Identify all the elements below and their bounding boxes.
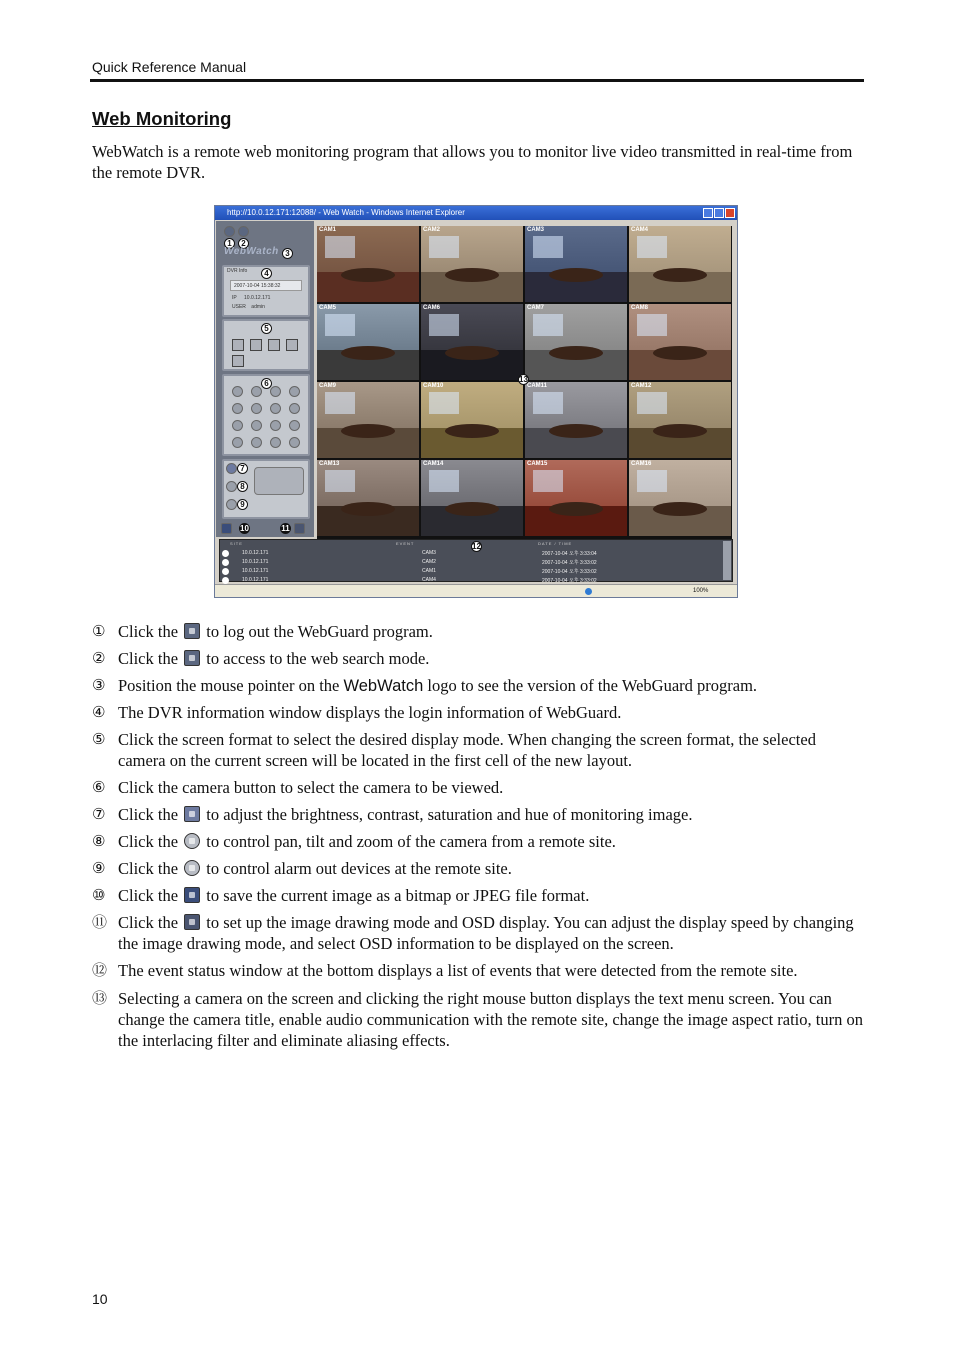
list-item-text (118, 804, 864, 825)
zoom-level: 100% (693, 588, 709, 594)
event-datetime: 2007-10-04 오후 3:33:02 (542, 569, 597, 575)
callout-6: 6 (261, 378, 272, 389)
list-item-text (118, 648, 864, 669)
camera-label: CAM8 (631, 305, 649, 311)
event-site: 10.0.12.171 (242, 559, 269, 565)
maximize-icon (714, 208, 724, 218)
webwatch-screenshot (214, 205, 738, 598)
list-item-text (118, 885, 864, 906)
layout-3x3-button (268, 339, 280, 351)
list-item-text: Click the camera button to select the camera to be viewed. (118, 778, 504, 797)
webwatch-logo-text: WebWatch (343, 677, 424, 695)
camera-scene-window (325, 236, 355, 258)
camera-label: CAM5 (319, 305, 337, 311)
camera-view-7[interactable] (525, 304, 627, 380)
camera-scene-window (533, 392, 563, 414)
callout-13: 13 (519, 375, 528, 384)
page-number: 10 (92, 1291, 108, 1307)
list-item-number: ③ (92, 676, 106, 694)
camera-label: CAM4 (631, 227, 649, 233)
camera-view-14[interactable] (421, 460, 523, 536)
list-text-before: Click the (118, 805, 183, 824)
list-item-number: ⑩ (92, 886, 106, 904)
camera-button-10 (251, 420, 262, 431)
camera-scene-table (653, 502, 707, 516)
callout-1: 1 (224, 238, 235, 249)
event-col-site: SITE (230, 541, 243, 546)
list-text-after: to control alarm out devices at the remote site. (202, 859, 512, 878)
layout-1x1-button (232, 339, 244, 351)
camera-scene-table (445, 268, 499, 282)
minimize-icon (703, 208, 713, 218)
camera-scene-window (533, 236, 563, 258)
callout-12: 12 (472, 542, 481, 551)
intro-paragraph: WebWatch is a remote web monitoring program that allows you to monitor live video transmitted in real-time from the remote DVR. (92, 142, 853, 182)
running-header: Quick Reference Manual (92, 59, 247, 75)
camera-view-12[interactable] (629, 382, 731, 458)
list-item-text: Selecting a camera on the screen and clicking the right mouse button displays the text menu screen. You can change the camera title, enable audio communication with the remote site, change the image aspect ratio, turn on the interlacing filter and eliminate aliasing effects. (118, 989, 863, 1050)
camera-scene-table (341, 346, 395, 360)
event-scrollbar (723, 541, 731, 580)
dvr-ip-row (232, 295, 270, 301)
camera-scene-window (637, 470, 667, 492)
list-item-number: ⑬ (92, 989, 108, 1007)
camera-label: CAM3 (527, 227, 545, 233)
list-item-number: ⑦ (92, 805, 106, 823)
camera-button-15 (270, 437, 281, 448)
event-datetime: 2007-10-04 오후 3:33:04 (542, 551, 597, 557)
color-adjust-icon (226, 463, 237, 474)
camera-buttons-box (222, 374, 310, 456)
event-row[interactable] (220, 558, 722, 567)
list-item-text (118, 912, 864, 954)
camera-button-16 (289, 437, 300, 448)
camera-view-5[interactable] (317, 304, 419, 380)
dvr-ip: 10.0.12.171 (244, 295, 271, 301)
webwatch-logo: WebWatch (224, 246, 279, 257)
event-event: CAM3 (422, 550, 436, 556)
list-item-text (118, 621, 864, 642)
event-status-icon (222, 568, 229, 575)
camera-scene-table (549, 268, 603, 282)
camera-scene-window (429, 392, 459, 414)
event-datetime: 2007-10-04 오후 3:33:02 (542, 560, 597, 566)
camera-scene-table (341, 502, 395, 516)
camera-view-13[interactable] (317, 460, 419, 536)
camera-scene-table (653, 424, 707, 438)
save-image-icon (221, 523, 232, 534)
browser-titlebar (215, 206, 737, 220)
layout-4x4-button (286, 339, 298, 351)
event-site: 10.0.12.171 (242, 568, 269, 574)
alarm-out-icon (226, 499, 237, 510)
camera-button-7 (270, 403, 281, 414)
camera-button-14 (251, 437, 262, 448)
camera-view-15[interactable] (525, 460, 627, 536)
camera-scene-table (445, 424, 499, 438)
event-row[interactable] (220, 567, 722, 576)
close-icon (725, 208, 735, 218)
camera-scene-table (549, 424, 603, 438)
list-text-before: Click the (118, 886, 183, 905)
event-datetime: 2007-10-04 오후 3:33:02 (542, 578, 597, 584)
callout-2: 2 (238, 238, 249, 249)
camera-label: CAM10 (423, 383, 444, 389)
camera-button-6 (251, 403, 262, 414)
camera-label: CAM1 (319, 227, 337, 233)
camera-label: CAM15 (527, 461, 548, 467)
camera-scene-table (341, 268, 395, 282)
camera-label: CAM13 (319, 461, 340, 467)
list-item-text (118, 675, 864, 697)
camera-scene-window (637, 392, 667, 414)
camera-label: CAM6 (423, 305, 441, 311)
list-text-before: Click the (118, 859, 183, 878)
event-row[interactable] (220, 549, 722, 558)
search-icon (184, 650, 200, 666)
list-text-before: Click the (118, 649, 183, 668)
camera-scene-table (653, 268, 707, 282)
camera-view-16[interactable] (629, 460, 731, 536)
camera-label: CAM11 (527, 383, 548, 389)
callout-7: 7 (237, 463, 248, 474)
camera-button-4 (289, 386, 300, 397)
layout-custom-button (232, 355, 244, 367)
search-icon (238, 226, 249, 237)
camera-button-8 (289, 403, 300, 414)
adjust-controls-box (222, 459, 310, 519)
list-text-after: to set up the image drawing mode and OSD display. You can adjust the display speed by changing the image drawing mode, and select OSD information to be displayed on the screen. (118, 913, 854, 953)
list-text-after: to control pan, tilt and zoom of the camera from a remote site. (202, 832, 616, 851)
list-item-text: The event status window at the bottom displays a list of events that were detected from the remote site. (118, 961, 798, 980)
event-status-icon (222, 550, 229, 557)
camera-button-13 (232, 437, 243, 448)
event-event: CAM2 (422, 559, 436, 565)
dvr-user: admin (251, 304, 265, 310)
save-image-icon (184, 887, 200, 903)
list-text-after: to access to the web search mode. (202, 649, 430, 668)
list-item-number: ⑪ (92, 913, 108, 931)
event-site: 10.0.12.171 (242, 550, 269, 556)
layout-2x2-button (250, 339, 262, 351)
callout-11: 11 (281, 524, 290, 533)
camera-scene-window (325, 314, 355, 336)
camera-view-8[interactable] (629, 304, 731, 380)
camera-scene-table (445, 346, 499, 360)
dvr-datetime: 2007-10-04 15:38:32 (230, 280, 302, 291)
window-title: http://10.0.12.171:12088/ - Web Watch - Windows Internet Explorer (227, 208, 465, 217)
slider-controls (254, 467, 304, 495)
callout-4: 4 (261, 268, 272, 279)
camera-scene-table (341, 424, 395, 438)
event-event: CAM1 (422, 568, 436, 574)
browser-statusbar (215, 584, 737, 598)
list-item-text: The DVR information window displays the login information of WebGuard. (118, 703, 622, 722)
camera-scene-table (549, 502, 603, 516)
list-item-number: ② (92, 649, 106, 667)
camera-view-2[interactable] (421, 226, 523, 302)
camera-scene-table (653, 346, 707, 360)
camera-view-11[interactable] (525, 382, 627, 458)
callout-10: 10 (240, 524, 249, 533)
list-item-number: ⑨ (92, 859, 106, 877)
camera-view-1[interactable] (317, 226, 419, 302)
event-col-datetime: DATE / TIME (538, 541, 573, 546)
camera-button-9 (232, 420, 243, 431)
event-event: CAM4 (422, 577, 436, 583)
camera-button-12 (289, 420, 300, 431)
camera-scene-window (429, 236, 459, 258)
camera-label: CAM12 (631, 383, 652, 389)
ptz-icon (226, 481, 237, 492)
event-site: 10.0.12.171 (242, 577, 269, 583)
callout-3: 3 (282, 248, 293, 259)
color-adjust-icon (184, 806, 200, 822)
header-rule (90, 79, 864, 82)
camera-button-11 (270, 420, 281, 431)
camera-scene-window (533, 470, 563, 492)
event-status-window (219, 539, 733, 582)
ptz-icon (184, 833, 200, 849)
camera-button-1 (232, 386, 243, 397)
camera-button-3 (270, 386, 281, 397)
list-item-text (118, 831, 864, 852)
control-panel (216, 221, 314, 537)
internet-zone-icon (585, 588, 592, 595)
list-item-number: ⑥ (92, 778, 106, 796)
list-text-after: to save the current image as a bitmap or JPEG file format. (202, 886, 590, 905)
callout-5: 5 (261, 323, 272, 334)
camera-label: CAM14 (423, 461, 444, 467)
camera-button-2 (251, 386, 262, 397)
drawing-mode-icon (184, 914, 200, 930)
camera-scene-table (445, 502, 499, 516)
camera-scene-window (637, 314, 667, 336)
list-text-after: to adjust the brightness, contrast, saturation and hue of monitoring image. (202, 805, 693, 824)
list-item-number: ⑤ (92, 730, 106, 748)
camera-view-4[interactable] (629, 226, 731, 302)
camera-label: CAM2 (423, 227, 441, 233)
dvr-info-box (222, 265, 310, 317)
list-item-number: ⑫ (92, 961, 108, 979)
list-text-after: logo to see the version of the WebGuard program. (423, 676, 758, 695)
camera-view-6[interactable] (421, 304, 523, 380)
camera-label: CAM16 (631, 461, 652, 467)
camera-view-9[interactable] (317, 382, 419, 458)
camera-scene-window (325, 392, 355, 414)
camera-scene-window (429, 470, 459, 492)
camera-scene-window (429, 314, 459, 336)
list-item-text: Click the screen format to select the desired display mode. When changing the screen format, the selected camera on the current screen will be located in the first cell of the new layout. (118, 730, 816, 770)
alarm-out-icon (184, 860, 200, 876)
camera-button-5 (232, 403, 243, 414)
list-item-text (118, 858, 864, 879)
dvr-info-title: DVR Info (227, 268, 248, 274)
camera-view-3[interactable] (525, 226, 627, 302)
list-item-number: ⑧ (92, 832, 106, 850)
camera-scene-window (637, 236, 667, 258)
list-text-before: Position the mouse pointer on the (118, 676, 344, 695)
list-text-before: Click the (118, 913, 183, 932)
logout-icon (224, 226, 235, 237)
list-item-number: ④ (92, 703, 106, 721)
dvr-user-row (232, 304, 265, 310)
dvr-ip-label: IP (232, 295, 237, 301)
callout-9: 9 (237, 499, 248, 510)
callout-8: 8 (237, 481, 248, 492)
dvr-user-label: USER (232, 304, 246, 310)
camera-scene-window (533, 314, 563, 336)
logout-icon (184, 623, 200, 639)
drawing-mode-icon (294, 523, 305, 534)
screen-format-box (222, 319, 310, 371)
list-text-before: Click the (118, 622, 183, 641)
event-status-icon (222, 559, 229, 566)
camera-scene-table (549, 346, 603, 360)
list-text-before: Click the (118, 832, 183, 851)
camera-scene-window (325, 470, 355, 492)
list-text-after: to log out the WebGuard program. (202, 622, 433, 641)
camera-label: CAM7 (527, 305, 545, 311)
list-item-number: ① (92, 622, 106, 640)
section-title: Web Monitoring (92, 108, 232, 129)
camera-view-10[interactable] (421, 382, 523, 458)
event-col-event: EVENT (396, 541, 415, 546)
camera-label: CAM9 (319, 383, 337, 389)
event-status-icon (222, 577, 229, 584)
